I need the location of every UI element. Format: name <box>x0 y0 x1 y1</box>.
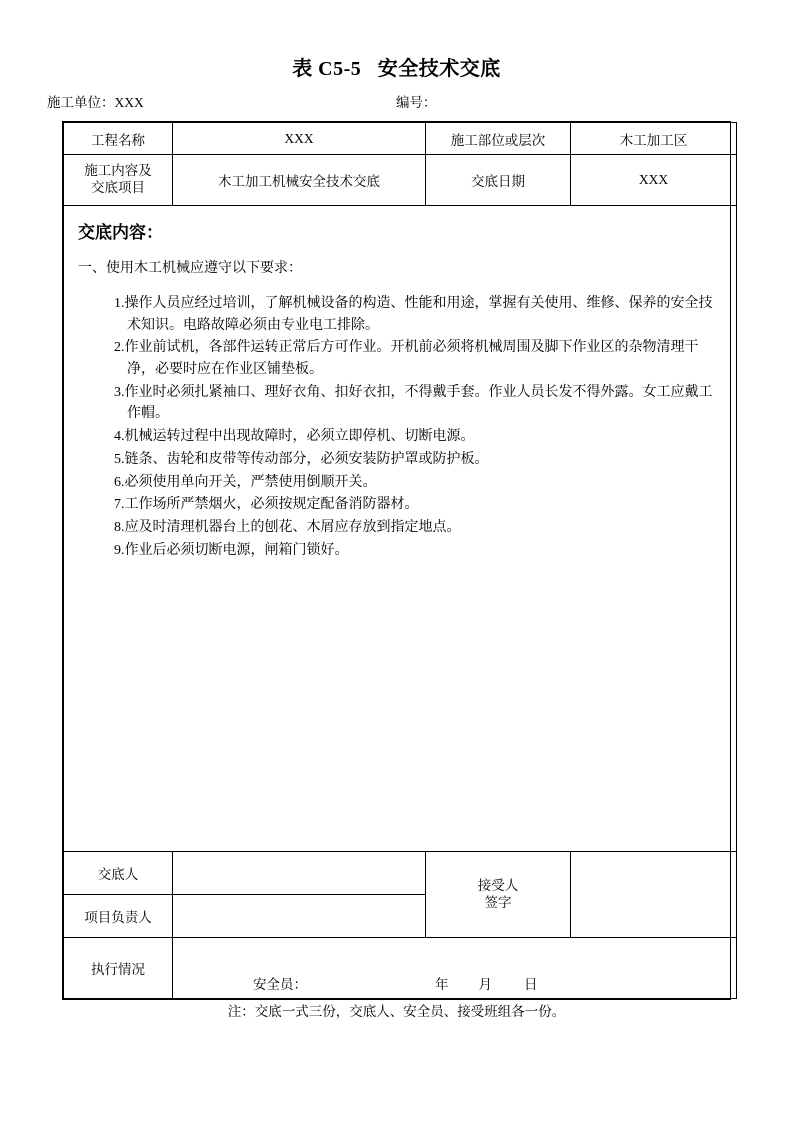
serial-number-label: 编号： <box>396 95 437 110</box>
form-grid <box>63 122 737 999</box>
construction-unit-label: 施工单位： <box>47 95 115 110</box>
month-label: 月 <box>478 977 492 992</box>
table-row <box>64 123 737 155</box>
list-item: 3.作业时必须扎紧袖口、理好衣角、扣好衣扣，不得戴手套。作业人员长发不得外露。女工应戴工作帽。 <box>114 384 713 422</box>
table-row <box>64 852 737 895</box>
receiver-signature-field[interactable] <box>571 852 737 938</box>
list-item: 8.应及时清理机器台上的刨花、木屑应存放到指定地点。 <box>114 519 461 535</box>
table-row <box>64 206 737 852</box>
project-name-label: 工程名称 <box>64 123 173 155</box>
page-title <box>0 52 793 81</box>
disclosure-item-label-line2: 交底项目 <box>91 180 145 195</box>
content-heading: 交底内容： <box>78 223 163 242</box>
disclosure-item-label-line1: 施工内容及 <box>84 163 152 179</box>
construction-unit-line <box>47 91 144 111</box>
year-label: 年 <box>435 977 449 992</box>
form-title-text: 安全技术交底 <box>377 58 501 80</box>
list-item: 9.作业后必须切断电源，闸箱门锁好。 <box>114 542 349 558</box>
project-manager-signature-field[interactable] <box>173 895 426 938</box>
safety-officer-date-line <box>253 973 726 993</box>
construction-unit-value: XXX <box>114 95 144 110</box>
section-heading-1: 一、使用木工机械应遵守以下要求： <box>78 261 302 276</box>
construction-location-value[interactable]: 木工加工区 <box>571 123 737 155</box>
receiver-signature-label <box>426 852 571 938</box>
footer-note: 注：交底一式三份，交底人、安全员、接受班组各一份。 <box>227 1004 566 1019</box>
receiver-label-line2: 签字 <box>484 894 512 910</box>
receiver-label-line1: 接受人 <box>477 877 519 893</box>
form-code: 表 C5-5 <box>292 58 362 80</box>
list-item: 2.作业前试机，各部件运转正常后方可作业。开机前必须将机械周围及脚下作业区的杂物清理干净，必要时应在作业区铺垫板。 <box>114 340 699 378</box>
disclosure-content-cell <box>64 206 737 852</box>
disclosure-date-value[interactable]: XXX <box>571 155 737 206</box>
requirements-list <box>76 293 724 561</box>
safety-officer-label: 安全员： <box>253 977 307 992</box>
day-label: 日 <box>524 977 538 992</box>
project-name-value[interactable]: XXX <box>173 123 426 155</box>
list-item: 6.必须使用单向开关，严禁使用倒顺开关。 <box>114 474 377 490</box>
disclosure-date-label: 交底日期 <box>426 155 571 206</box>
table-row <box>64 938 737 999</box>
main-form-table <box>62 121 731 1000</box>
disclosure-item-label <box>64 155 173 206</box>
disclosure-item-value[interactable]: 木工加工机械安全技术交底 <box>173 155 426 206</box>
project-manager-label: 项目负责人 <box>64 895 173 938</box>
execution-status-field[interactable] <box>173 938 737 999</box>
presenter-label: 交底人 <box>64 852 173 895</box>
construction-location-label: 施工部位或层次 <box>426 123 571 155</box>
list-item: 1.操作人员应经过培训，了解机械设备的构造、性能和用途，掌握有关使用、维修、保养的安全技术知识。电路故障必须由专业电工排除。 <box>114 296 713 333</box>
serial-number-line <box>396 91 437 111</box>
execution-status-label: 执行情况 <box>64 938 173 999</box>
presenter-signature-field[interactable] <box>173 852 426 895</box>
list-item: 5.链条、齿轮和皮带等传动部分，必须安装防护罩或防护板。 <box>114 451 489 467</box>
table-row <box>64 155 737 206</box>
list-item: 7.工作场所严禁烟火，必须按规定配备消防器材。 <box>114 497 419 513</box>
list-item: 4.机械运转过程中出现故障时，必须立即停机、切断电源。 <box>114 429 475 445</box>
